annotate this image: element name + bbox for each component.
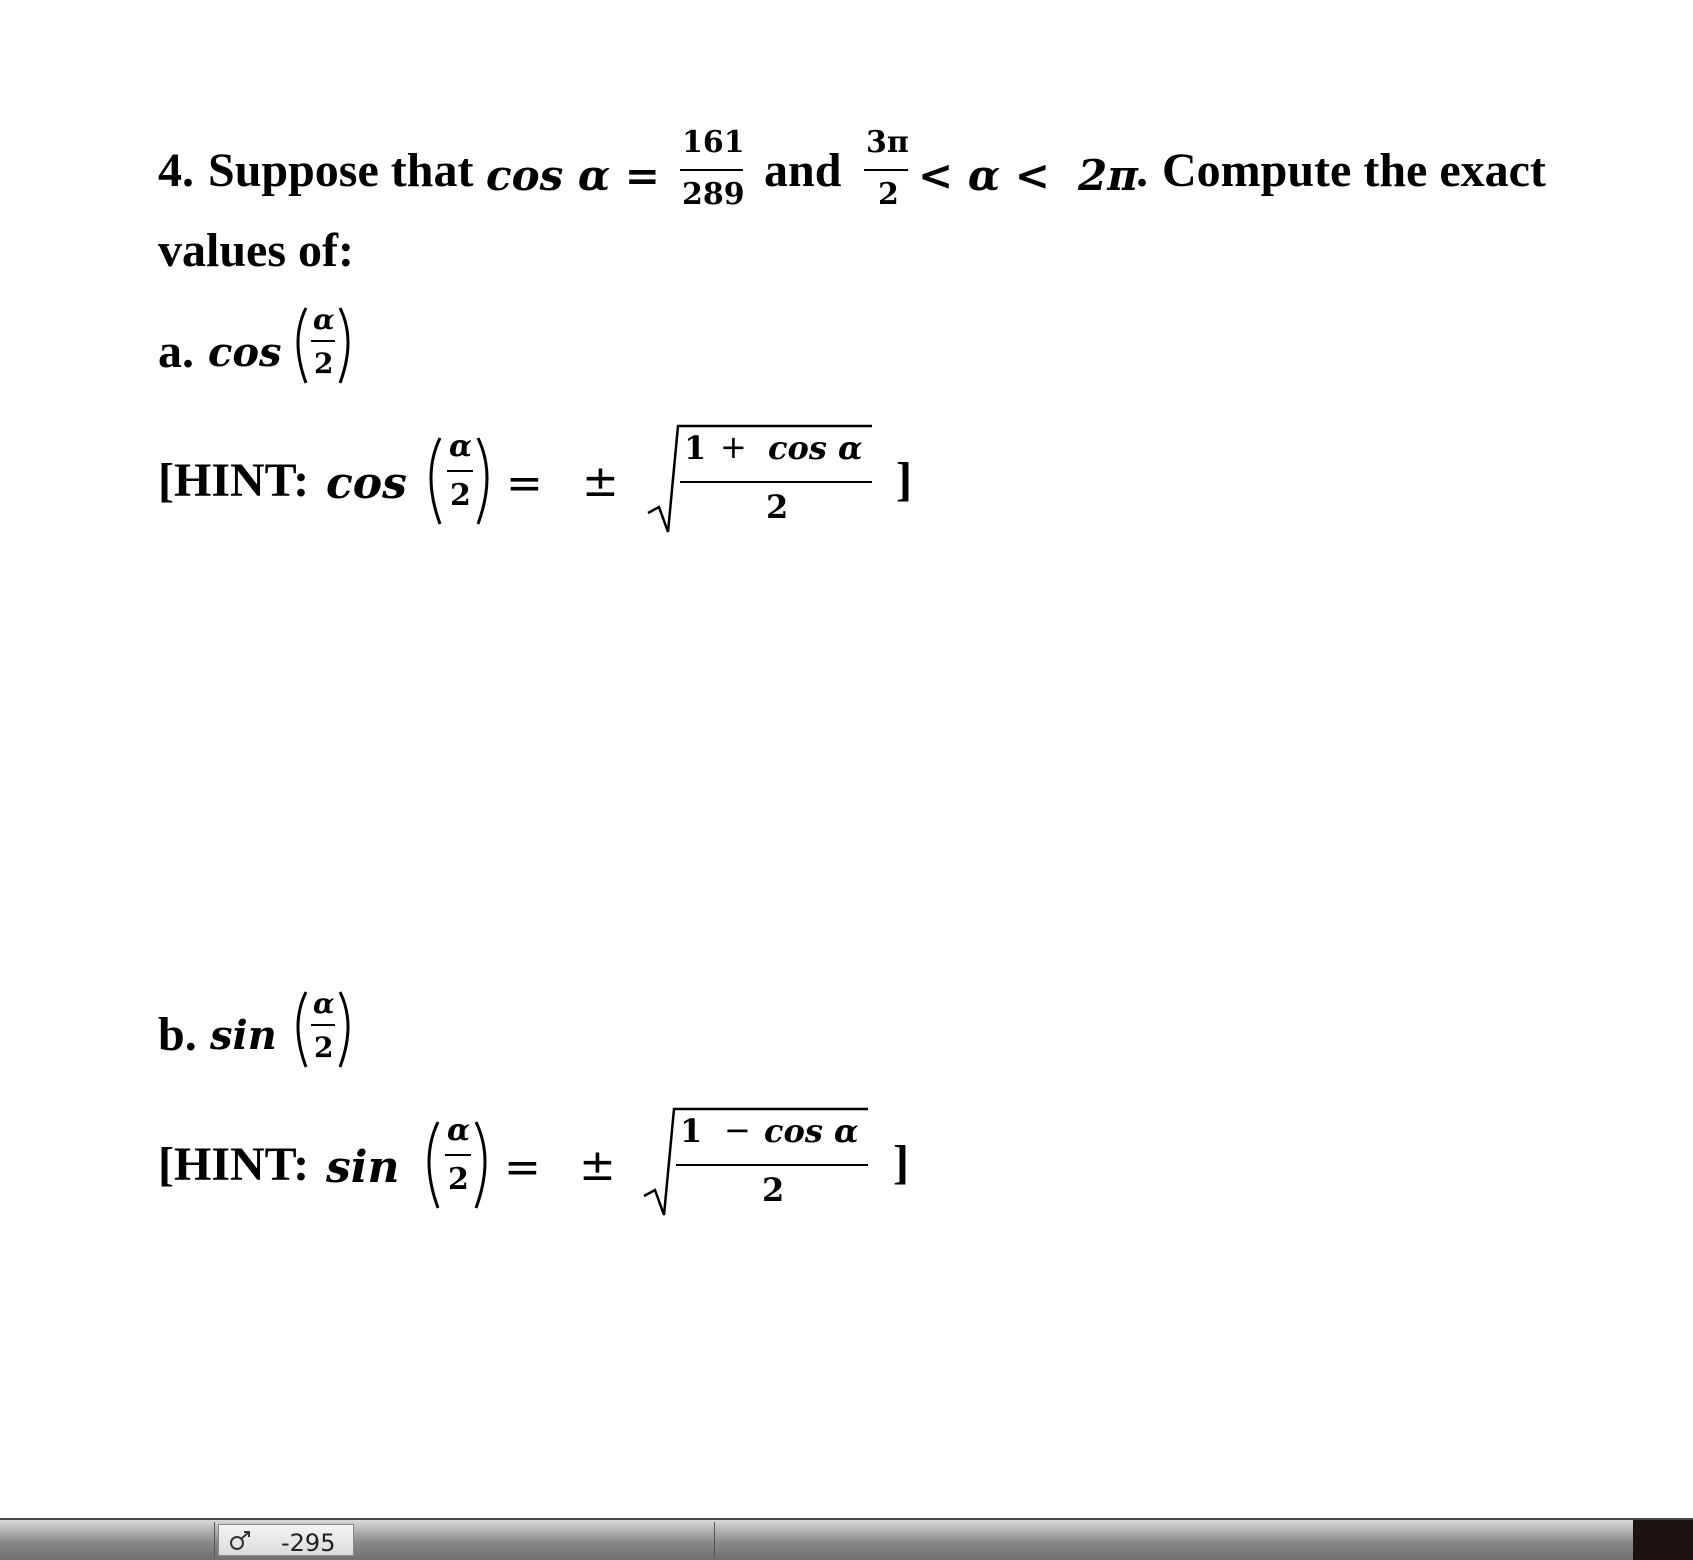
problem-line-2: values of:: [158, 224, 354, 277]
part-a-arg-denominator: 2: [314, 347, 334, 380]
part-b-hint-left-paren: [429, 1122, 438, 1208]
part-a-hint-open: [HINT:: [158, 454, 310, 507]
part-b-hint-arg-denominator: 2: [448, 1162, 469, 1197]
part-b-func: sin: [210, 1012, 277, 1059]
part-b-label: b.: [158, 1008, 197, 1061]
status-corner: [1633, 1520, 1693, 1560]
problem-number: 4.: [158, 144, 194, 197]
part-b-left-paren: [298, 992, 306, 1067]
part-b-radical-fraction-bar: [676, 1164, 868, 1166]
part-a-hint-func: cos: [326, 458, 407, 509]
period: .: [1136, 144, 1148, 197]
part-a-arg-bar: [311, 340, 335, 342]
given-fraction-denominator: 289: [682, 177, 745, 212]
rotation-field[interactable]: [218, 1524, 354, 1556]
part-b-hint-close: ]: [893, 1136, 909, 1189]
given-cos-alpha: cos α =: [486, 151, 660, 200]
part-b-right-paren: [340, 992, 348, 1067]
given-fraction-bar: [680, 169, 743, 171]
part-a-radical-fraction-bar: [680, 481, 872, 483]
part-a-hint-arg-numerator: α: [449, 429, 473, 464]
lower-bound-bar: [864, 169, 908, 171]
part-a-radical-denominator: 2: [766, 488, 789, 526]
part-a-radicand-op: +: [720, 428, 747, 466]
upper-bound: 2π: [1078, 151, 1138, 200]
part-b-equals: =: [504, 1142, 541, 1193]
status-divider: [714, 1522, 715, 1558]
part-b-radicand-cos: cos α: [764, 1112, 859, 1150]
part-a-plus-minus: ±: [582, 456, 619, 507]
part-b-hint-open: [HINT:: [158, 1138, 310, 1191]
part-b-plus-minus: ±: [579, 1140, 616, 1191]
part-b-hint-right-paren: [476, 1122, 485, 1208]
angle-icon: [227, 1529, 253, 1553]
conjunction-and: and: [764, 144, 842, 197]
part-b-arg-bar: [311, 1024, 335, 1026]
part-b-radicand-op: −: [724, 1111, 751, 1149]
part-a-hint-right-paren: [478, 438, 487, 524]
part-b-arg-denominator: 2: [314, 1031, 334, 1064]
part-a-radicand-one: 1: [684, 429, 707, 467]
part-b-radical-denominator: 2: [762, 1171, 785, 1209]
part-b-hint-func: sin: [326, 1142, 400, 1193]
given-fraction-numerator: 161: [682, 125, 745, 160]
inequality: < α <: [918, 151, 1050, 200]
part-a-hint-arg-bar: [447, 470, 473, 472]
problem-intro: Suppose that: [208, 144, 474, 197]
part-a-radicand-cos: cos α: [768, 429, 863, 467]
part-b-hint-arg-numerator: α: [447, 1113, 471, 1148]
part-a-func: cos: [208, 329, 282, 376]
part-a-right-paren: [340, 308, 348, 383]
part-a-equals: =: [506, 458, 543, 509]
part-a-label: a.: [158, 325, 194, 378]
problem-tail: Compute the exact: [1162, 144, 1546, 197]
part-b-arg-numerator: α: [313, 987, 335, 1020]
lower-bound-numerator: 3π: [866, 125, 909, 160]
lower-bound-denominator: 2: [878, 177, 899, 212]
part-b-radicand-one: 1: [680, 1112, 703, 1150]
rotation-value: -295: [281, 1529, 336, 1557]
part-b-hint-arg-bar: [445, 1154, 471, 1156]
part-a-hint-arg-denominator: 2: [450, 478, 471, 513]
part-a-hint-left-paren: [431, 438, 440, 524]
status-divider: [214, 1522, 215, 1558]
part-a-arg-numerator: α: [313, 303, 335, 336]
part-a-hint-close: ]: [896, 453, 912, 506]
part-a-left-paren: [298, 308, 306, 383]
status-bar: [0, 1518, 1693, 1560]
